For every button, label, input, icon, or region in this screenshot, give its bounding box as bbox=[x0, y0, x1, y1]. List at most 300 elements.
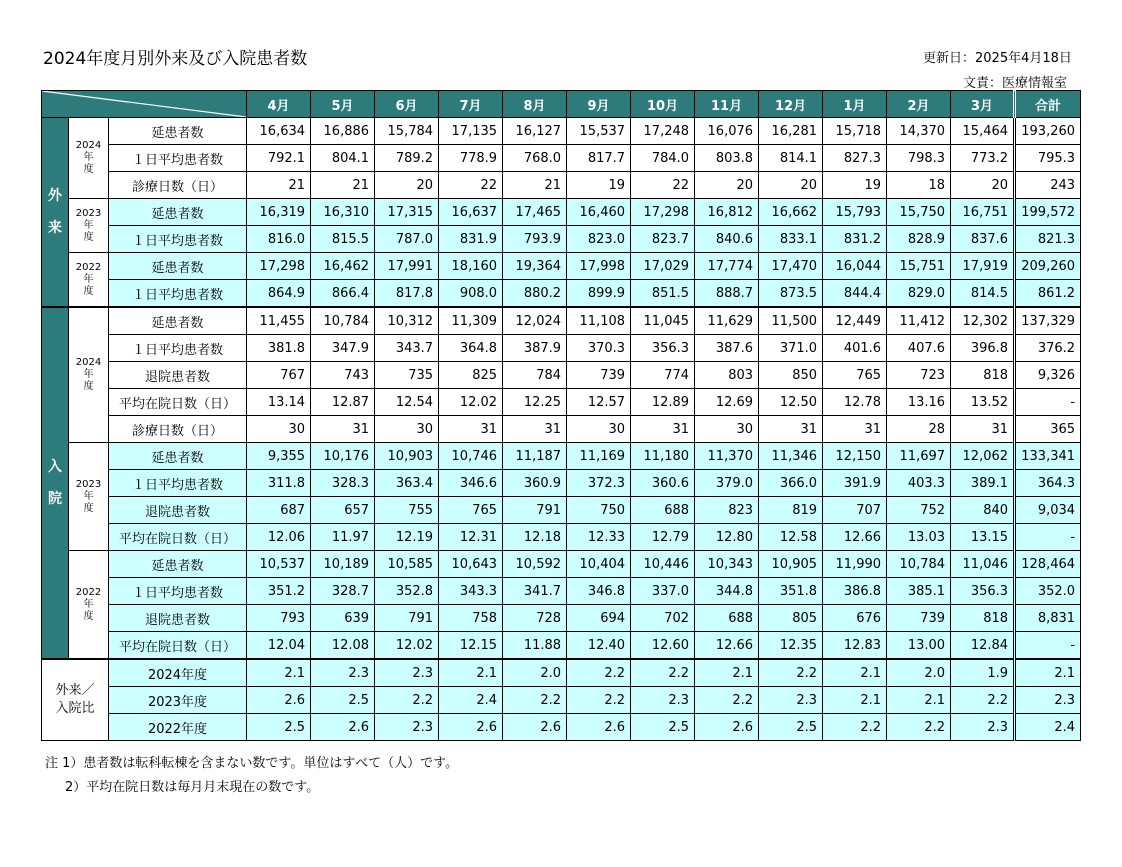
value-cell: 2.6 bbox=[311, 714, 375, 741]
value-cell: 17,248 bbox=[631, 118, 695, 145]
value-cell: 1.9 bbox=[951, 659, 1015, 687]
value-cell: 17,135 bbox=[439, 118, 503, 145]
value-cell: 12.02 bbox=[439, 389, 503, 416]
value-cell: 819 bbox=[759, 497, 823, 524]
value-cell: 13.00 bbox=[887, 632, 951, 660]
row-label: 2024年度 bbox=[109, 659, 247, 687]
total-cell: 821.3 bbox=[1015, 226, 1081, 253]
row-label: 平均在院日数（日） bbox=[109, 389, 247, 416]
value-cell: 346.6 bbox=[439, 470, 503, 497]
footnotes bbox=[45, 752, 458, 800]
total-cell: 8,831 bbox=[1015, 605, 1081, 632]
value-cell: 793 bbox=[247, 605, 311, 632]
value-cell: 774 bbox=[631, 362, 695, 389]
value-cell: 844.4 bbox=[823, 280, 887, 308]
value-cell: 13.14 bbox=[247, 389, 311, 416]
value-cell: 17,470 bbox=[759, 253, 823, 280]
value-cell: 17,315 bbox=[375, 199, 439, 226]
value-cell: 17,991 bbox=[375, 253, 439, 280]
value-cell: 787.0 bbox=[375, 226, 439, 253]
value-cell: 2.0 bbox=[503, 659, 567, 687]
value-cell: 823.0 bbox=[567, 226, 631, 253]
value-cell: 735 bbox=[375, 362, 439, 389]
value-cell: 16,044 bbox=[823, 253, 887, 280]
value-cell: 2.2 bbox=[631, 659, 695, 687]
value-cell: 10,404 bbox=[567, 551, 631, 578]
value-cell: 12.60 bbox=[631, 632, 695, 660]
month-header: 12月 bbox=[759, 91, 823, 118]
table-row bbox=[42, 578, 1081, 605]
value-cell: 396.8 bbox=[951, 335, 1015, 362]
row-label: １日平均患者数 bbox=[109, 470, 247, 497]
value-cell: 19,364 bbox=[503, 253, 567, 280]
value-cell: 16,662 bbox=[759, 199, 823, 226]
value-cell: 15,784 bbox=[375, 118, 439, 145]
value-cell: 16,751 bbox=[951, 199, 1015, 226]
value-cell: 10,537 bbox=[247, 551, 311, 578]
value-cell: 19 bbox=[823, 172, 887, 199]
value-cell: 12,062 bbox=[951, 443, 1015, 470]
total-cell: 376.2 bbox=[1015, 335, 1081, 362]
value-cell: 401.6 bbox=[823, 335, 887, 362]
value-cell: 363.4 bbox=[375, 470, 439, 497]
value-cell: 2.5 bbox=[247, 714, 311, 741]
value-cell: 387.6 bbox=[695, 335, 759, 362]
value-cell: 20 bbox=[759, 172, 823, 199]
total-cell: - bbox=[1015, 389, 1081, 416]
row-label: 診療日数（日） bbox=[109, 172, 247, 199]
total-cell: 199,572 bbox=[1015, 199, 1081, 226]
value-cell: 10,176 bbox=[311, 443, 375, 470]
month-header: 11月 bbox=[695, 91, 759, 118]
value-cell: 723 bbox=[887, 362, 951, 389]
value-cell: 2.6 bbox=[503, 714, 567, 741]
value-cell: 12.04 bbox=[247, 632, 311, 660]
value-cell: 360.9 bbox=[503, 470, 567, 497]
value-cell: 10,592 bbox=[503, 551, 567, 578]
total-cell: 133,341 bbox=[1015, 443, 1081, 470]
value-cell: 13.15 bbox=[951, 524, 1015, 551]
value-cell: 407.6 bbox=[887, 335, 951, 362]
value-cell: 833.1 bbox=[759, 226, 823, 253]
value-cell: 12.57 bbox=[567, 389, 631, 416]
value-cell: 12.78 bbox=[823, 389, 887, 416]
value-cell: 10,903 bbox=[375, 443, 439, 470]
row-label: 退院患者数 bbox=[109, 605, 247, 632]
value-cell: 750 bbox=[567, 497, 631, 524]
value-cell: 16,076 bbox=[695, 118, 759, 145]
value-cell: 784 bbox=[503, 362, 567, 389]
patient-stats-table bbox=[41, 90, 1081, 741]
corner-cell bbox=[42, 91, 247, 118]
row-label: 延患者数 bbox=[109, 199, 247, 226]
row-label: １日平均患者数 bbox=[109, 226, 247, 253]
footnote-2: 2）平均在院日数は毎月月末現在の数です。 bbox=[65, 780, 320, 795]
value-cell: 866.4 bbox=[311, 280, 375, 308]
value-cell: 30 bbox=[375, 416, 439, 443]
value-cell: 12.50 bbox=[759, 389, 823, 416]
value-cell: 12.25 bbox=[503, 389, 567, 416]
value-cell: 840.6 bbox=[695, 226, 759, 253]
value-cell: 14,370 bbox=[887, 118, 951, 145]
value-cell: 2.2 bbox=[375, 687, 439, 714]
value-cell: 837.6 bbox=[951, 226, 1015, 253]
value-cell: 707 bbox=[823, 497, 887, 524]
value-cell: 12.80 bbox=[695, 524, 759, 551]
value-cell: 22 bbox=[631, 172, 695, 199]
total-cell: 209,260 bbox=[1015, 253, 1081, 280]
value-cell: 22 bbox=[439, 172, 503, 199]
value-cell: 2.3 bbox=[375, 659, 439, 687]
value-cell: 343.7 bbox=[375, 335, 439, 362]
row-label: １日平均患者数 bbox=[109, 145, 247, 172]
footnote-1: 注 1）患者数は転科転棟を含まない数です。単位はすべて（人）です。 bbox=[45, 756, 459, 771]
value-cell: 360.6 bbox=[631, 470, 695, 497]
value-cell: 364.8 bbox=[439, 335, 503, 362]
value-cell: 755 bbox=[375, 497, 439, 524]
value-cell: 791 bbox=[503, 497, 567, 524]
value-cell: 12.69 bbox=[695, 389, 759, 416]
value-cell: 344.8 bbox=[695, 578, 759, 605]
value-cell: 778.9 bbox=[439, 145, 503, 172]
value-cell: 702 bbox=[631, 605, 695, 632]
value-cell: 12.87 bbox=[311, 389, 375, 416]
value-cell: 880.2 bbox=[503, 280, 567, 308]
value-cell: 337.0 bbox=[631, 578, 695, 605]
value-cell: 804.1 bbox=[311, 145, 375, 172]
value-cell: 356.3 bbox=[951, 578, 1015, 605]
value-cell: 16,281 bbox=[759, 118, 823, 145]
value-cell: 12.83 bbox=[823, 632, 887, 660]
table-row bbox=[42, 253, 1081, 280]
value-cell: 2.2 bbox=[567, 687, 631, 714]
value-cell: 864.9 bbox=[247, 280, 311, 308]
value-cell: 743 bbox=[311, 362, 375, 389]
table-row bbox=[42, 470, 1081, 497]
value-cell: 16,637 bbox=[439, 199, 503, 226]
table-row bbox=[42, 714, 1081, 741]
row-label: 延患者数 bbox=[109, 551, 247, 578]
value-cell: 823.7 bbox=[631, 226, 695, 253]
row-label: １日平均患者数 bbox=[109, 578, 247, 605]
total-header: 合計 bbox=[1015, 91, 1081, 118]
table-row bbox=[42, 416, 1081, 443]
value-cell: 10,312 bbox=[375, 307, 439, 335]
total-cell: 365 bbox=[1015, 416, 1081, 443]
value-cell: 2.2 bbox=[823, 714, 887, 741]
value-cell: 12.18 bbox=[503, 524, 567, 551]
value-cell: 347.9 bbox=[311, 335, 375, 362]
value-cell: 12.02 bbox=[375, 632, 439, 660]
value-cell: 850 bbox=[759, 362, 823, 389]
value-cell: 10,784 bbox=[887, 551, 951, 578]
month-header: 1月 bbox=[823, 91, 887, 118]
value-cell: 31 bbox=[503, 416, 567, 443]
value-cell: 687 bbox=[247, 497, 311, 524]
fiscal-year-label: 2022 年 度 bbox=[69, 253, 109, 308]
value-cell: 765 bbox=[439, 497, 503, 524]
value-cell: 386.8 bbox=[823, 578, 887, 605]
value-cell: 2.3 bbox=[311, 659, 375, 687]
value-cell: 11,500 bbox=[759, 307, 823, 335]
value-cell: 2.5 bbox=[311, 687, 375, 714]
value-cell: 2.1 bbox=[695, 659, 759, 687]
value-cell: 825 bbox=[439, 362, 503, 389]
month-header: 6月 bbox=[375, 91, 439, 118]
value-cell: 351.8 bbox=[759, 578, 823, 605]
value-cell: 16,462 bbox=[311, 253, 375, 280]
value-cell: 2.2 bbox=[887, 714, 951, 741]
value-cell: 773.2 bbox=[951, 145, 1015, 172]
value-cell: 13.52 bbox=[951, 389, 1015, 416]
table-row bbox=[42, 145, 1081, 172]
total-cell: 2.1 bbox=[1015, 659, 1081, 687]
table-row bbox=[42, 524, 1081, 551]
value-cell: 823 bbox=[695, 497, 759, 524]
value-cell: 10,585 bbox=[375, 551, 439, 578]
value-cell: 12.66 bbox=[695, 632, 759, 660]
value-cell: 2.6 bbox=[695, 714, 759, 741]
value-cell: 758 bbox=[439, 605, 503, 632]
value-cell: 814.5 bbox=[951, 280, 1015, 308]
value-cell: 16,812 bbox=[695, 199, 759, 226]
total-cell: 2.3 bbox=[1015, 687, 1081, 714]
row-label: 延患者数 bbox=[109, 118, 247, 145]
value-cell: 12.08 bbox=[311, 632, 375, 660]
value-cell: 403.3 bbox=[887, 470, 951, 497]
table-row bbox=[42, 199, 1081, 226]
value-cell: 351.2 bbox=[247, 578, 311, 605]
value-cell: 11,046 bbox=[951, 551, 1015, 578]
value-cell: 2.1 bbox=[823, 687, 887, 714]
value-cell: 9,355 bbox=[247, 443, 311, 470]
value-cell: 356.3 bbox=[631, 335, 695, 362]
value-cell: 2.5 bbox=[631, 714, 695, 741]
value-cell: 829.0 bbox=[887, 280, 951, 308]
total-cell: - bbox=[1015, 524, 1081, 551]
value-cell: 2.3 bbox=[951, 714, 1015, 741]
table-row bbox=[42, 280, 1081, 308]
value-cell: 2.3 bbox=[375, 714, 439, 741]
value-cell: 2.2 bbox=[951, 687, 1015, 714]
value-cell: 2.3 bbox=[759, 687, 823, 714]
value-cell: 2.1 bbox=[887, 687, 951, 714]
value-cell: 851.5 bbox=[631, 280, 695, 308]
fiscal-year-label: 2023 年 度 bbox=[69, 443, 109, 551]
value-cell: 908.0 bbox=[439, 280, 503, 308]
value-cell: 343.3 bbox=[439, 578, 503, 605]
value-cell: 803 bbox=[695, 362, 759, 389]
value-cell: 311.8 bbox=[247, 470, 311, 497]
value-cell: 17,998 bbox=[567, 253, 631, 280]
value-cell: 739 bbox=[887, 605, 951, 632]
value-cell: 2.6 bbox=[247, 687, 311, 714]
value-cell: 352.8 bbox=[375, 578, 439, 605]
value-cell: 379.0 bbox=[695, 470, 759, 497]
value-cell: 2.2 bbox=[759, 659, 823, 687]
value-cell: 805 bbox=[759, 605, 823, 632]
value-cell: 346.8 bbox=[567, 578, 631, 605]
table-row bbox=[42, 226, 1081, 253]
value-cell: 899.9 bbox=[567, 280, 631, 308]
row-label: 延患者数 bbox=[109, 443, 247, 470]
value-cell: 13.03 bbox=[887, 524, 951, 551]
value-cell: 20 bbox=[951, 172, 1015, 199]
value-cell: 12,024 bbox=[503, 307, 567, 335]
value-cell: 16,460 bbox=[567, 199, 631, 226]
value-cell: 639 bbox=[311, 605, 375, 632]
value-cell: 12.31 bbox=[439, 524, 503, 551]
header-row bbox=[42, 91, 1081, 118]
value-cell: 381.8 bbox=[247, 335, 311, 362]
value-cell: 31 bbox=[311, 416, 375, 443]
value-cell: 328.3 bbox=[311, 470, 375, 497]
value-cell: 11,309 bbox=[439, 307, 503, 335]
row-label: 平均在院日数（日） bbox=[109, 524, 247, 551]
value-cell: 12.15 bbox=[439, 632, 503, 660]
value-cell: 791 bbox=[375, 605, 439, 632]
value-cell: 10,446 bbox=[631, 551, 695, 578]
value-cell: 765 bbox=[823, 362, 887, 389]
section-label: 入 院 bbox=[42, 307, 69, 659]
value-cell: 10,905 bbox=[759, 551, 823, 578]
fiscal-year-label: 2024 年 度 bbox=[69, 307, 109, 443]
value-cell: 840 bbox=[951, 497, 1015, 524]
value-cell: 814.1 bbox=[759, 145, 823, 172]
value-cell: 2.1 bbox=[247, 659, 311, 687]
value-cell: 767 bbox=[247, 362, 311, 389]
value-cell: 31 bbox=[439, 416, 503, 443]
value-cell: 11,180 bbox=[631, 443, 695, 470]
month-header: 8月 bbox=[503, 91, 567, 118]
value-cell: 28 bbox=[887, 416, 951, 443]
value-cell: 11,370 bbox=[695, 443, 759, 470]
month-header: 2月 bbox=[887, 91, 951, 118]
value-cell: 694 bbox=[567, 605, 631, 632]
value-cell: 31 bbox=[631, 416, 695, 443]
value-cell: 371.0 bbox=[759, 335, 823, 362]
total-cell: 137,329 bbox=[1015, 307, 1081, 335]
value-cell: 21 bbox=[247, 172, 311, 199]
value-cell: 815.5 bbox=[311, 226, 375, 253]
value-cell: 12.66 bbox=[823, 524, 887, 551]
value-cell: 366.0 bbox=[759, 470, 823, 497]
value-cell: 12.06 bbox=[247, 524, 311, 551]
table-row bbox=[42, 172, 1081, 199]
table-row bbox=[42, 307, 1081, 335]
value-cell: 10,746 bbox=[439, 443, 503, 470]
total-cell: 9,034 bbox=[1015, 497, 1081, 524]
table-row bbox=[42, 659, 1081, 687]
value-cell: 12,150 bbox=[823, 443, 887, 470]
value-cell: 15,751 bbox=[887, 253, 951, 280]
row-label: １日平均患者数 bbox=[109, 335, 247, 362]
value-cell: 2.2 bbox=[503, 687, 567, 714]
value-cell: 13.16 bbox=[887, 389, 951, 416]
value-cell: 798.3 bbox=[887, 145, 951, 172]
month-header: 4月 bbox=[247, 91, 311, 118]
total-cell: 364.3 bbox=[1015, 470, 1081, 497]
value-cell: 792.1 bbox=[247, 145, 311, 172]
value-cell: 16,886 bbox=[311, 118, 375, 145]
row-label: 2023年度 bbox=[109, 687, 247, 714]
value-cell: 387.9 bbox=[503, 335, 567, 362]
total-cell: 352.0 bbox=[1015, 578, 1081, 605]
value-cell: 11,108 bbox=[567, 307, 631, 335]
row-label: １日平均患者数 bbox=[109, 280, 247, 308]
total-cell: 2.4 bbox=[1015, 714, 1081, 741]
page-title: 2024年度月別外来及び入院患者数 bbox=[43, 49, 308, 69]
table-row bbox=[42, 605, 1081, 632]
value-cell: 30 bbox=[567, 416, 631, 443]
row-label: 診療日数（日） bbox=[109, 416, 247, 443]
value-cell: 385.1 bbox=[887, 578, 951, 605]
total-cell: 9,326 bbox=[1015, 362, 1081, 389]
row-label: 延患者数 bbox=[109, 253, 247, 280]
value-cell: 789.2 bbox=[375, 145, 439, 172]
value-cell: 2.1 bbox=[439, 659, 503, 687]
fiscal-year-label: 2023 年 度 bbox=[69, 199, 109, 253]
updated-date: 更新日：2025年4月18日 bbox=[923, 51, 1072, 66]
value-cell: 15,750 bbox=[887, 199, 951, 226]
value-cell: 2.5 bbox=[759, 714, 823, 741]
value-cell: 16,319 bbox=[247, 199, 311, 226]
value-cell: 391.9 bbox=[823, 470, 887, 497]
value-cell: 17,774 bbox=[695, 253, 759, 280]
ratio-section-label: 外来／ 入院比 bbox=[42, 659, 109, 741]
value-cell: 11,697 bbox=[887, 443, 951, 470]
value-cell: 21 bbox=[503, 172, 567, 199]
value-cell: 2.2 bbox=[695, 687, 759, 714]
value-cell: 17,029 bbox=[631, 253, 695, 280]
value-cell: 341.7 bbox=[503, 578, 567, 605]
value-cell: 12.84 bbox=[951, 632, 1015, 660]
value-cell: 11.97 bbox=[311, 524, 375, 551]
value-cell: 15,537 bbox=[567, 118, 631, 145]
department: 文責：医療情報室 bbox=[963, 76, 1068, 91]
value-cell: 389.1 bbox=[951, 470, 1015, 497]
value-cell: 831.9 bbox=[439, 226, 503, 253]
value-cell: 16,634 bbox=[247, 118, 311, 145]
value-cell: 2.0 bbox=[887, 659, 951, 687]
month-header: 10月 bbox=[631, 91, 695, 118]
value-cell: 21 bbox=[311, 172, 375, 199]
value-cell: 2.4 bbox=[439, 687, 503, 714]
value-cell: 11,629 bbox=[695, 307, 759, 335]
value-cell: 818 bbox=[951, 362, 1015, 389]
value-cell: 739 bbox=[567, 362, 631, 389]
value-cell: 828.9 bbox=[887, 226, 951, 253]
table-row bbox=[42, 335, 1081, 362]
value-cell: 888.7 bbox=[695, 280, 759, 308]
value-cell: 12,302 bbox=[951, 307, 1015, 335]
row-label: 退院患者数 bbox=[109, 362, 247, 389]
value-cell: 11,412 bbox=[887, 307, 951, 335]
value-cell: 688 bbox=[631, 497, 695, 524]
value-cell: 15,464 bbox=[951, 118, 1015, 145]
month-header: 7月 bbox=[439, 91, 503, 118]
value-cell: 10,784 bbox=[311, 307, 375, 335]
value-cell: 20 bbox=[375, 172, 439, 199]
value-cell: 2.2 bbox=[567, 659, 631, 687]
row-label: 退院患者数 bbox=[109, 497, 247, 524]
value-cell: 19 bbox=[567, 172, 631, 199]
value-cell: 12.54 bbox=[375, 389, 439, 416]
value-cell: 328.7 bbox=[311, 578, 375, 605]
row-label: 延患者数 bbox=[109, 307, 247, 335]
value-cell: 17,298 bbox=[631, 199, 695, 226]
value-cell: 11,187 bbox=[503, 443, 567, 470]
